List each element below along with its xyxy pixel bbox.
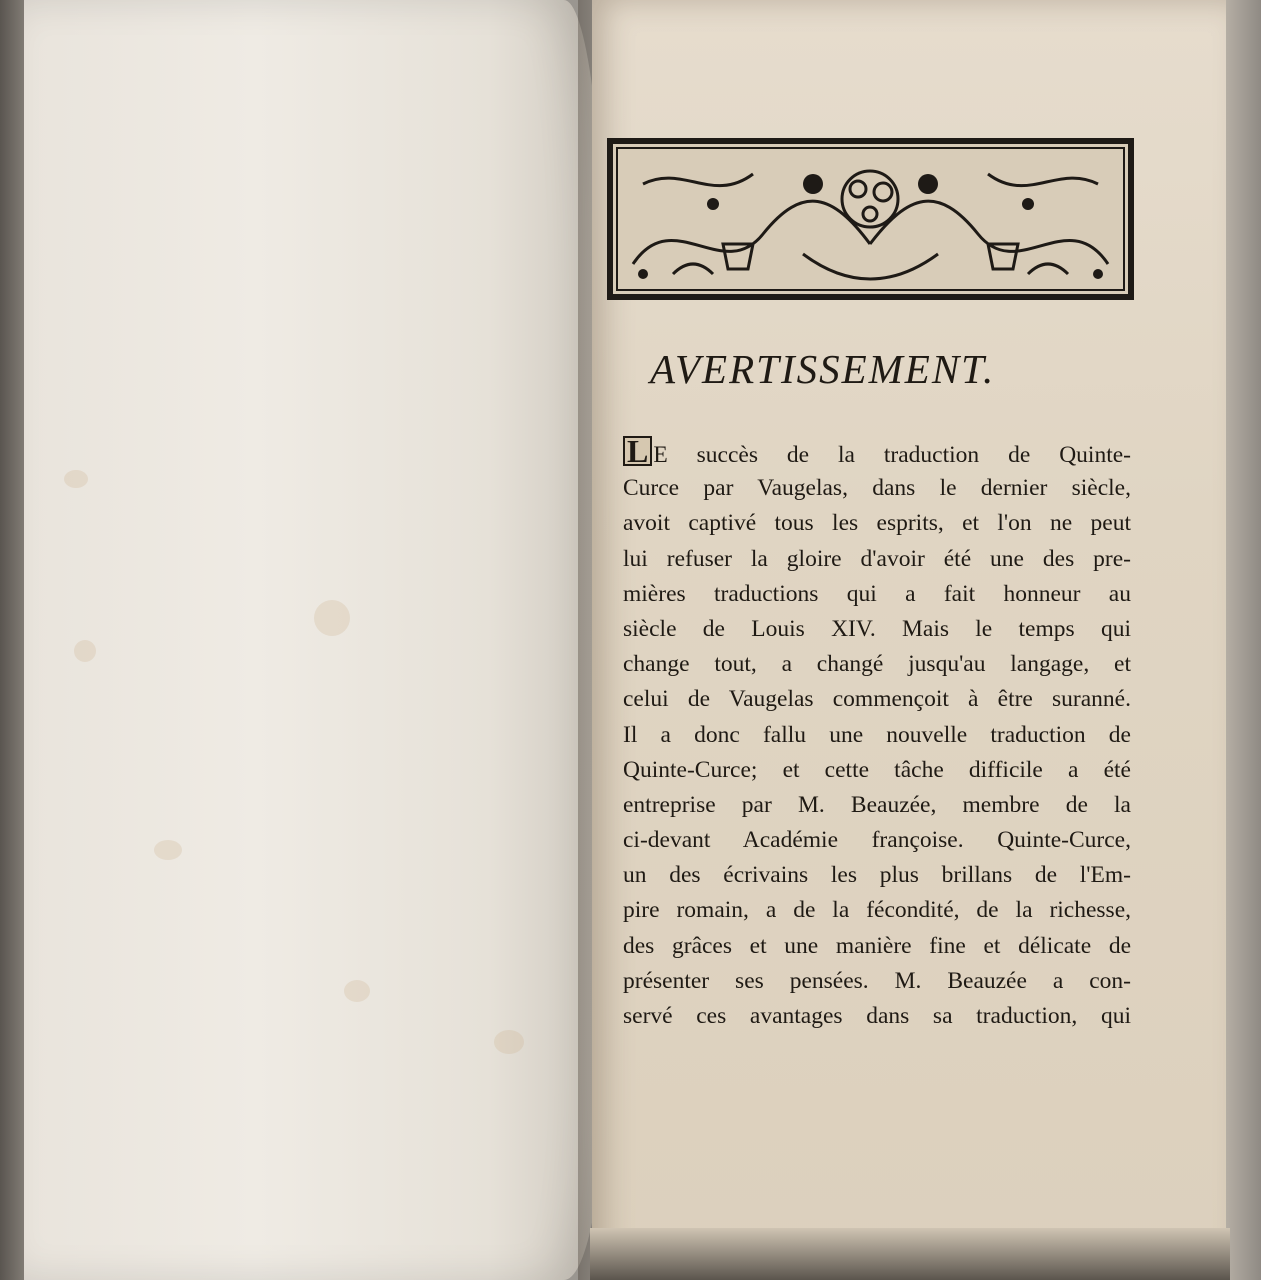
text-line: mières traductions qui a fait honneur au <box>623 580 1131 607</box>
text-line: Il a donc fallu une nouvelle traduction de <box>623 721 1131 748</box>
body-text <box>623 433 1131 1034</box>
page-title: AVERTISSEMENT. <box>650 346 996 392</box>
left-blank-page <box>24 0 604 1280</box>
text-line: des grâces et une manière fine et délicate de <box>623 932 1131 959</box>
foxing-spot <box>344 980 370 1002</box>
text-line: L E succès de la traduction de Quinte- <box>623 436 1131 471</box>
text-line: un des écrivains les plus brillans de l'Em- <box>623 862 1131 889</box>
text-line: siècle de Louis XIV. Mais le temps qui <box>623 615 1131 642</box>
text-line: Quinte-Curce; et cette tâche difficile a été <box>623 756 1131 783</box>
text-line: Curce par Vaugelas, dans le dernier siècle, <box>623 475 1131 502</box>
text-line: celui de Vaugelas commençoit à être suranné. <box>623 686 1131 713</box>
text-line: lui refuser la gloire d'avoir été une des pre- <box>623 545 1131 572</box>
foxing-spot <box>64 470 88 488</box>
text-line: présenter ses pensées. M. Beauzée a con- <box>623 967 1131 994</box>
ornamental-headpiece-icon <box>607 138 1134 300</box>
text-line: servé ces avantages dans sa traduction, qui <box>623 1003 1131 1029</box>
text-line: avoit captivé tous les esprits, et l'on ne peut <box>623 510 1131 537</box>
foxing-spot <box>74 640 96 662</box>
text-line: pire romain, a de la fécondité, de la richesse, <box>623 897 1131 924</box>
foxing-spot <box>314 600 350 636</box>
text-line: ci-devant Académie françoise. Quinte-Curce, <box>623 827 1131 854</box>
foxing-spot <box>154 840 182 860</box>
page-edge <box>1226 0 1261 1280</box>
text-line: change tout, a changé jusqu'au langage, et <box>623 651 1131 678</box>
page-bottom-shadow <box>590 1228 1230 1280</box>
foxing-spot <box>494 1030 524 1054</box>
text-line: entreprise par M. Beauzée, membre de la <box>623 791 1131 818</box>
drop-cap: L <box>623 436 652 466</box>
